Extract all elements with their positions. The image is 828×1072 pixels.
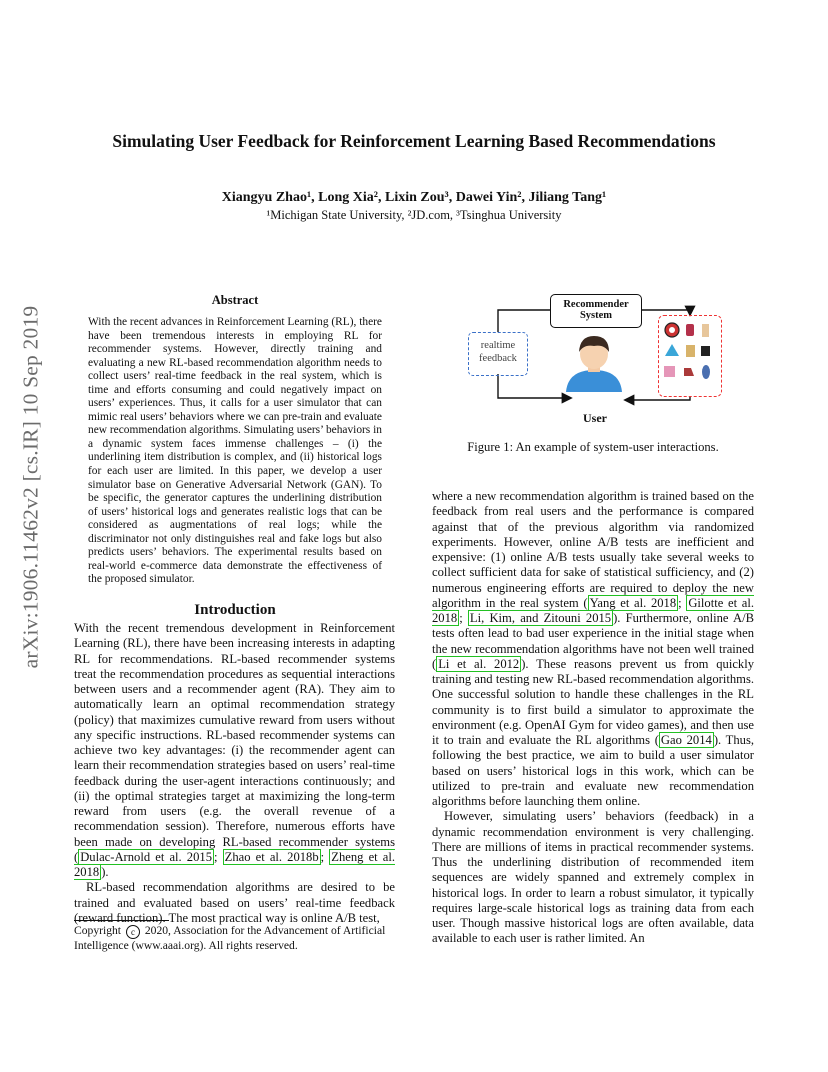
paper-title: Simulating User Feedback for Reinforcement Learning Based Recommendations — [112, 131, 716, 151]
abstract-heading: Abstract — [211, 293, 259, 307]
arrow-feedback-to-user — [498, 374, 570, 398]
realtime-feedback-box: realtime feedback — [468, 332, 528, 376]
recommender-system-box: Recommender System — [550, 294, 642, 328]
arxiv-stamp-text: arXiv:1906.11462v2 [cs.IR] 10 Sep 2019 — [18, 305, 43, 669]
intro-paragraph-1: With the recent tremendous development in Reinforcement Learning (RL), there have been increasing interests in adapting RL for recommendations. RL-based recommender systems treat the recommendation procedures as sequential interactions between users and a recommender agent (RA). They aim to automatically learn an optimal recommendation strategy (policy) that maximizes cumulative reward from users without any specific instructions. RL-based recommender systems can achieve two key advantages: (i) the recommender agent can learn their recommendation strategies based on users’ real-time feedback during the user-agent interactions continuously; and (ii) the optimal strategies target at maximizing the long-term reward from users (e.g. the overall revenue of a recommendation session). Therefore, numerous efforts have been made on developing RL-based recommender systems ( Dulac-Arnold et al. 2015 ; Zhao et al. 2018b ; Zheng et al. 2018 ). — [74, 621, 396, 879]
citation-link[interactable]: Zheng et al. 2018 — [74, 849, 396, 879]
right-column-body — [432, 489, 754, 947]
arrow-system-to-feedback — [498, 310, 550, 332]
intro-paragraph-2: RL-based recommendation algorithms are desired to be trained and evaluated based on users’ real-time feedback (reward function). The most practical way is online A/B test, — [74, 880, 395, 925]
arrow-system-to-items — [640, 310, 690, 314]
citation-link[interactable]: Li, Kim, and Zitouni 2015 — [469, 611, 612, 625]
copyright-icon: c — [126, 925, 140, 939]
citation-link[interactable]: Zhao et al. 2018b — [224, 849, 319, 864]
left-column-body — [74, 621, 395, 926]
affiliations: ¹Michigan State University, ²JD.com, ³Tsinghua University — [266, 208, 562, 222]
introduction-heading: Introduction — [194, 602, 276, 618]
citation-link[interactable]: Gilotte et al. 2018 — [432, 595, 754, 625]
author-list: Xiangyu Zhao¹, Long Xia², Lixin Zou³, Dawei Yin², Jiliang Tang¹ — [221, 190, 607, 205]
right-paragraph-2: However, simulating users’ behaviors (feedback) in a dynamic recommendation environment is very challenging. There are millions of items in practical recommender systems. Thus the underlining distribution of recommended item sequences are widely spanned and extremely complex in historical logs. In order to learn a robust simulator, it typically requires large-scale historical logs as training data from each user. Though massive historical logs are often available, data available to each user is rather limited. An — [432, 809, 754, 946]
arxiv-stamp — [14, 302, 48, 672]
citation-link[interactable]: Dulac-Arnold et al. 2015 — [80, 849, 212, 864]
figure-caption: Figure 1: An example of system-user interactions. — [467, 440, 719, 454]
abstract-text: With the recent advances in Reinforcement Learning (RL), there have been tremendous interests in employing RL for recommender systems. However, directly training and evaluating a new RL-based recommendation algorithm needs to collect users’ real-time feedback in the real system, which is time and efforts consuming and could negatively impact on users’ experiences. Thus, it calls for a user simulator that can mimic real users’ behaviors where we can pre-train and evaluate new recommendation algorithms. Simulating users’ behaviors in a dynamic system faces immense challenges – (i) the underlining item distribution is complex, and (ii) historical logs for each user are limited. In this paper, we develop a user simulator base on Generative Adversarial Network (GAN). To be specific, the generator captures the underlining distribution of users’ historical logs and generates realistic logs that can be considered as augmentations of real logs; while the discriminator not only distinguishes real and fake logs but also predicts users’ behaviors. The experimental results based on real-world e-commerce data demonstrate the effectiveness of the proposed simulator. — [88, 316, 382, 586]
user-label: User — [583, 411, 607, 425]
citation-link[interactable]: Li et al. 2012 — [438, 656, 520, 671]
copyright-footnote: Copyright c 2020, Association for the Advancement of Artificial Intelligence (www.aaai.org). All rights reserved. — [74, 924, 386, 952]
citation-link[interactable]: Gao 2014 — [660, 733, 712, 747]
user-avatar-icon — [566, 336, 622, 392]
recommended-items-box — [658, 315, 722, 397]
right-paragraph-1: where a new recommendation algorithm is trained based on the feedback from real users and the performance is compared against that of the previous algorithm via randomized experiments. However, online A/B tests are inefficient and expensive: (1) online A/B tests usually take several weeks to collect sufficient data for sake of statistical sufficiency, and (2) numerous engineering efforts are required to deploy the new algorithm in the real system ( Yang et al. 2018 ; Gilotte et al. 2018 ; Li, Kim, and Zitouni 2015 ). Furthermore, online A/B tests often lead to bad user experience in the initial stage when the new recommendation algorithms have not been well trained ( Li et al. 2012 ). These reasons prevent us from quickly training and testing new RL-based recommendation algorithms. One successful solution to handle these challenges in the RL community is to first build a simulator to approximate the environment (e.g. OpenAI Gym for video games), and then use it to train and evaluate the RL algorithms ( Gao 2014 ). Thus, following the best practice, we aim to build a user simulator based on users’ historical logs in this work, which can be utilized to pre-train and evaluate new recommendation algorithms before launching them online. — [432, 489, 754, 808]
footnote-rule — [74, 920, 169, 921]
citation-link[interactable]: Yang et al. 2018 — [589, 595, 677, 610]
